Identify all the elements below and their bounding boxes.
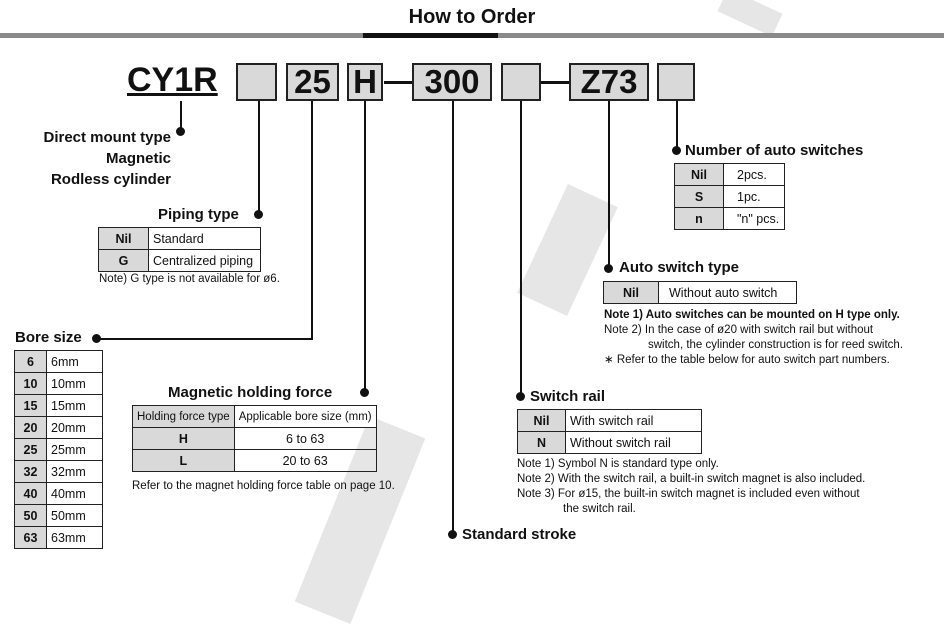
leader-line [608, 101, 610, 269]
code-box-bore: 25 [286, 63, 339, 101]
auto-switch-note2: Note 2) In the case of ø20 with switch rail but without [604, 324, 874, 336]
leader-dot [92, 334, 101, 343]
table-row [133, 428, 377, 450]
table-key: 15 [15, 395, 47, 417]
table-value: Without auto switch [659, 282, 797, 304]
bore-size-label: Bore size [15, 329, 82, 346]
code-box-count [657, 63, 695, 101]
code-dash [541, 81, 569, 84]
table-value: 15mm [47, 395, 103, 417]
table-row [675, 186, 785, 208]
leader-line [520, 101, 522, 397]
table-row [15, 439, 103, 461]
table-row [604, 282, 797, 304]
code-box-switch: Z73 [569, 63, 649, 101]
table-key: H [133, 428, 235, 450]
switch-rail-label: Switch rail [530, 388, 606, 405]
table-value: Without switch rail [566, 432, 702, 454]
table-key: Nil [675, 164, 724, 186]
table-row [675, 164, 785, 186]
auto-switch-note3: ∗ Refer to the table below for auto switch part numbers. [604, 354, 890, 366]
table-value: Centralized piping [149, 250, 261, 272]
table-value: 20 to 63 [234, 450, 376, 472]
table-header: Holding force type [133, 406, 235, 428]
switch-rail-note1: Note 1) Symbol N is standard type only. [517, 458, 719, 470]
table-value: "n" pcs. [724, 208, 785, 230]
table-row [15, 395, 103, 417]
leader-line [258, 101, 260, 215]
leader-dot [516, 392, 525, 401]
table-key: 63 [15, 527, 47, 549]
standard-stroke-label: Standard stroke [462, 526, 577, 543]
leader-dot [448, 530, 457, 539]
magnetic-force-label: Magnetic holding force [168, 384, 333, 401]
leader-line [452, 101, 454, 535]
table-row [675, 208, 785, 230]
table-key: 6 [15, 351, 47, 373]
table-row [518, 432, 702, 454]
switch-rail-table [517, 409, 702, 454]
mount-type-line1: Direct mount type [43, 129, 171, 146]
leader-dot [254, 210, 263, 219]
table-row [518, 410, 702, 432]
table-row [15, 461, 103, 483]
table-row [15, 417, 103, 439]
leader-line [364, 101, 366, 393]
title-rule-accent [363, 33, 498, 38]
table-key: G [99, 250, 149, 272]
table-row [15, 373, 103, 395]
table-key: Nil [99, 228, 149, 250]
table-key: n [675, 208, 724, 230]
piping-note: Note) G type is not available for ø6. [99, 273, 280, 285]
table-key: 10 [15, 373, 47, 395]
num-switches-table [674, 163, 785, 230]
leader-dot [176, 127, 185, 136]
table-key: 32 [15, 461, 47, 483]
leader-line [311, 101, 313, 339]
switch-rail-note3-cont: the switch rail. [563, 503, 636, 515]
table-value: 20mm [47, 417, 103, 439]
table-value: 1pc. [724, 186, 785, 208]
table-header: Applicable bore size (mm) [234, 406, 376, 428]
piping-table [98, 227, 261, 272]
code-dash [384, 81, 412, 84]
leader-dot [604, 264, 613, 273]
table-key: Nil [604, 282, 659, 304]
piping-type-label: Piping type [158, 206, 239, 223]
table-value: Standard [149, 228, 261, 250]
leader-dot [672, 146, 681, 155]
table-key: L [133, 450, 235, 472]
auto-switch-type-label: Auto switch type [619, 259, 740, 276]
table-row [99, 250, 261, 272]
table-key: S [675, 186, 724, 208]
mount-type-line3: Rodless cylinder [50, 171, 171, 188]
table-value: 40mm [47, 483, 103, 505]
table-key: 50 [15, 505, 47, 527]
page-title: How to Order [408, 6, 536, 28]
table-row [133, 406, 377, 428]
code-box-stroke: 300 [412, 63, 492, 101]
table-row [15, 351, 103, 373]
bore-table [14, 350, 103, 549]
table-value: 50mm [47, 505, 103, 527]
table-row [15, 505, 103, 527]
table-value: 2pcs. [724, 164, 785, 186]
num-switches-label: Number of auto switches [685, 142, 864, 159]
table-row [15, 483, 103, 505]
code-box-piping [236, 63, 277, 101]
table-value: 63mm [47, 527, 103, 549]
magnetic-note: Refer to the magnet holding force table on page 10. [132, 480, 395, 492]
table-value: 25mm [47, 439, 103, 461]
table-value: 32mm [47, 461, 103, 483]
table-row [133, 450, 377, 472]
model-prefix: CY1R [127, 61, 218, 99]
table-value: With switch rail [566, 410, 702, 432]
auto-switch-note2-cont: switch, the cylinder construction is for reed switch. [648, 339, 904, 351]
auto-switch-table [603, 281, 797, 304]
table-value: 6mm [47, 351, 103, 373]
leader-line [96, 338, 313, 340]
mount-type-label [0, 127, 171, 190]
table-key: Nil [518, 410, 566, 432]
table-key: 25 [15, 439, 47, 461]
code-box-rail [501, 63, 541, 101]
table-row [15, 527, 103, 549]
leader-line [676, 101, 678, 151]
auto-switch-note1: Note 1) Auto switches can be mounted on H type only. [604, 309, 900, 321]
leader-dot [360, 388, 369, 397]
table-value: 10mm [47, 373, 103, 395]
code-box-holding: H [347, 63, 383, 101]
switch-rail-note3: Note 3) For ø15, the built-in switch magnet is included even without [517, 488, 860, 500]
magnetic-table [132, 405, 377, 472]
table-key: 40 [15, 483, 47, 505]
table-key: N [518, 432, 566, 454]
table-row [99, 228, 261, 250]
switch-rail-note2: Note 2) With the switch rail, a built-in switch magnet is also included. [517, 473, 866, 485]
table-key: 20 [15, 417, 47, 439]
table-value: 6 to 63 [234, 428, 376, 450]
mount-type-line2: Magnetic [105, 150, 171, 167]
